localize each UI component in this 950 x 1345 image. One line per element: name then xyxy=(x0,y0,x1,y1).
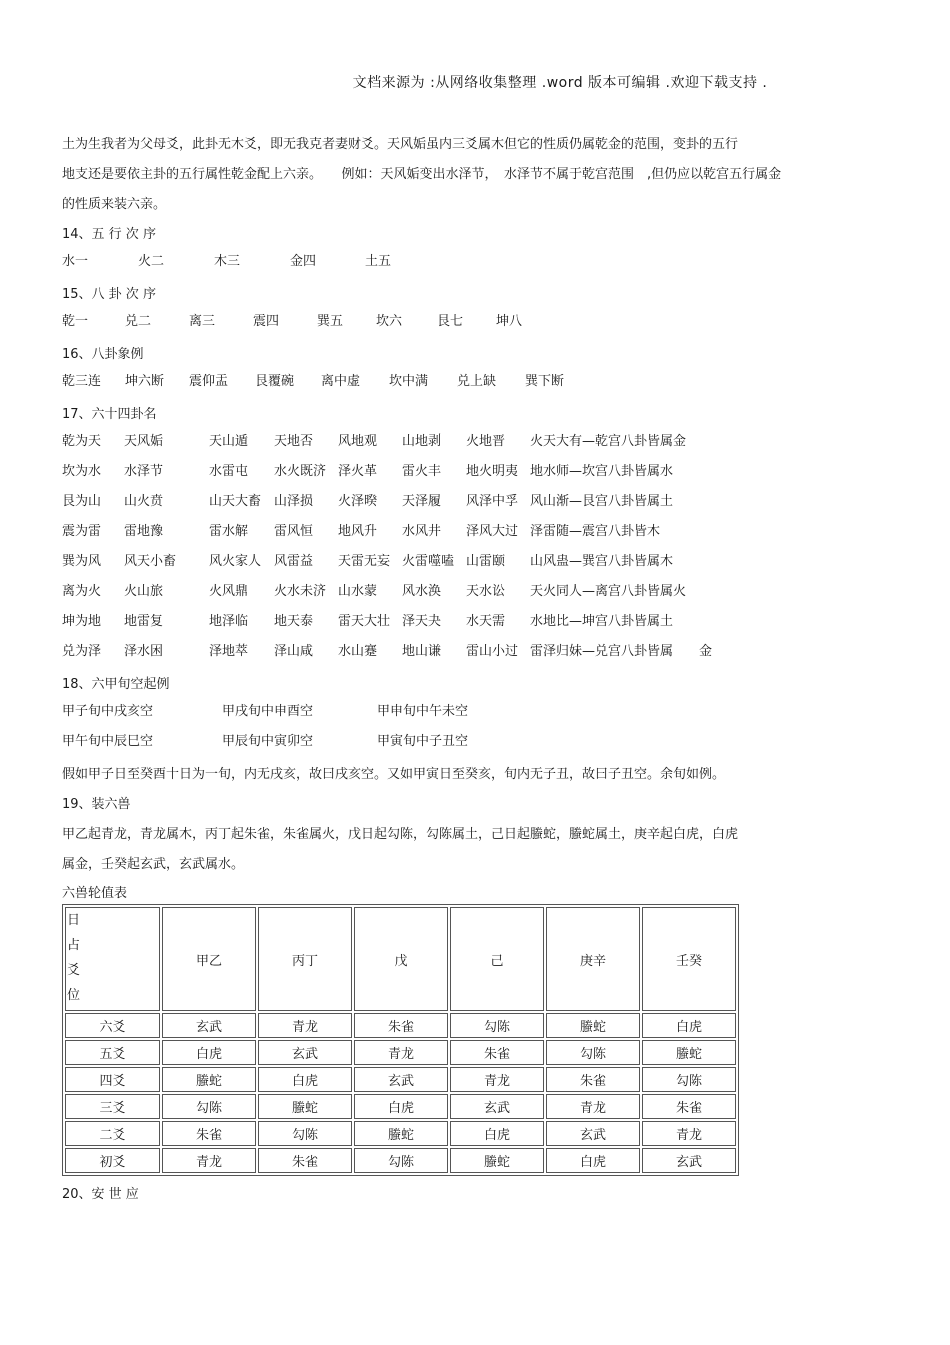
gua-row xyxy=(62,460,892,490)
gua-name: 山火贲 xyxy=(124,494,164,509)
row-label: 二爻 xyxy=(65,1121,160,1146)
row-label: 五爻 xyxy=(65,1040,160,1065)
gua-name: 雷风恒 xyxy=(274,524,314,539)
table-cell: 青龙 xyxy=(546,1094,640,1119)
table-cell: 玄武 xyxy=(162,1013,256,1038)
table-row xyxy=(65,1040,736,1065)
gua-name: 地山谦 xyxy=(402,644,442,659)
corner-char: 位 xyxy=(67,988,81,1003)
document-body xyxy=(62,130,892,908)
table-title: 六兽轮值表 xyxy=(62,886,128,901)
column-header: 庚辛 xyxy=(546,907,640,1011)
section-20-title: 20、安 世 应 xyxy=(62,1187,139,1202)
list-item: 甲申旬中午未空 xyxy=(377,704,469,719)
section-16-title: 16、八卦象例 xyxy=(62,347,144,362)
gua-name: 震为雷 xyxy=(62,524,102,539)
list-item: 水一 xyxy=(62,254,89,269)
table-cell: 白虎 xyxy=(162,1040,256,1065)
gua-name: 雷泽归妹—兑宫八卦皆属 金 xyxy=(530,644,713,659)
gua-name: 风泽中孚 xyxy=(466,494,519,509)
gua-row xyxy=(62,550,892,580)
list-item: 乾三连 xyxy=(62,374,102,389)
column-header: 甲乙 xyxy=(162,907,256,1011)
gua-name: 火雷噬嗑 xyxy=(402,554,455,569)
list-item: 火二 xyxy=(138,254,165,269)
table-cell: 白虎 xyxy=(546,1148,640,1173)
section-19-title: 19、装六兽 xyxy=(62,797,131,812)
table-cell: 青龙 xyxy=(162,1148,256,1173)
table-cell: 朱雀 xyxy=(642,1094,736,1119)
table-cell: 螣蛇 xyxy=(354,1121,448,1146)
table-row xyxy=(65,1094,736,1119)
table-cell: 朱雀 xyxy=(162,1121,256,1146)
gua-name: 地雷复 xyxy=(124,614,164,629)
gua-name: 天地否 xyxy=(274,434,314,449)
list-item: 坤八 xyxy=(496,314,523,329)
section-14-title: 14、五 行 次 序 xyxy=(62,227,156,242)
list-item: 兑上缺 xyxy=(457,374,497,389)
list-item: 离三 xyxy=(189,314,216,329)
list-item: 甲子旬中戌亥空 xyxy=(62,704,154,719)
list-item: 兑二 xyxy=(125,314,152,329)
gua-name: 泽水困 xyxy=(124,644,164,659)
table-cell: 玄武 xyxy=(546,1121,640,1146)
gua-name: 坎为水 xyxy=(62,464,102,479)
gua-name: 天风姤 xyxy=(124,434,164,449)
gua-name: 艮为山 xyxy=(62,494,102,509)
gua-name: 天水讼 xyxy=(466,584,506,599)
table-cell: 勾陈 xyxy=(162,1094,256,1119)
table-corner-cell xyxy=(65,907,160,1011)
table-cell: 螣蛇 xyxy=(546,1013,640,1038)
table-cell: 螣蛇 xyxy=(258,1094,352,1119)
gua-name: 泽火革 xyxy=(338,464,378,479)
document-header: 文档来源为 :从网络收集整理 .word 版本可编辑 .欢迎下载支持 . xyxy=(352,75,768,91)
table-cell: 玄武 xyxy=(354,1067,448,1092)
list-item: 甲寅旬中子丑空 xyxy=(377,734,469,749)
list-item: 甲午旬中辰巳空 xyxy=(62,734,154,749)
list-item: 坎中满 xyxy=(389,374,429,389)
gua-name: 泽风大过 xyxy=(466,524,519,539)
table-cell: 勾陈 xyxy=(546,1040,640,1065)
gua-row xyxy=(62,430,892,460)
table-cell: 青龙 xyxy=(642,1121,736,1146)
gua-name: 地泽临 xyxy=(209,614,249,629)
xunkong-row xyxy=(62,730,892,760)
gua-name: 天山遁 xyxy=(209,434,249,449)
table-row xyxy=(65,1121,736,1146)
table-cell: 勾陈 xyxy=(450,1013,544,1038)
table-cell: 螣蛇 xyxy=(642,1040,736,1065)
gua-name: 火水未济 xyxy=(274,584,327,599)
section-14-items xyxy=(62,250,892,280)
table-cell: 朱雀 xyxy=(258,1148,352,1173)
table-cell: 朱雀 xyxy=(450,1040,544,1065)
gua-name: 雷天大壮 xyxy=(338,614,391,629)
gua-name: 火泽暌 xyxy=(338,494,378,509)
gua-name: 火山旅 xyxy=(124,584,164,599)
table-cell: 青龙 xyxy=(354,1040,448,1065)
table-cell: 勾陈 xyxy=(354,1148,448,1173)
list-item: 艮覆碗 xyxy=(255,374,295,389)
gua-name: 火地晋 xyxy=(466,434,506,449)
table-row xyxy=(65,1013,736,1038)
gua-name: 地天泰 xyxy=(274,614,314,629)
gua-name: 风水涣 xyxy=(402,584,442,599)
list-item: 木三 xyxy=(214,254,241,269)
table-row xyxy=(65,1067,736,1092)
table-cell: 白虎 xyxy=(450,1121,544,1146)
list-item: 坤六断 xyxy=(125,374,165,389)
gua-name: 天雷无妄 xyxy=(338,554,391,569)
list-item: 巽五 xyxy=(317,314,344,329)
table-cell: 玄武 xyxy=(258,1040,352,1065)
gua-name: 雷山小过 xyxy=(466,644,519,659)
table-cell: 玄武 xyxy=(642,1148,736,1173)
table-header-row xyxy=(65,907,736,1011)
list-item: 金四 xyxy=(290,254,317,269)
list-item: 震仰盂 xyxy=(189,374,229,389)
gua-name: 乾为天 xyxy=(62,434,102,449)
gua-name: 水风井 xyxy=(402,524,442,539)
row-label: 三爻 xyxy=(65,1094,160,1119)
gua-name: 山地剥 xyxy=(402,434,442,449)
gua-name: 火天大有—乾宫八卦皆属金 xyxy=(530,434,687,449)
list-item: 艮七 xyxy=(437,314,464,329)
gua-name: 山天大畜 xyxy=(209,494,262,509)
list-item: 乾一 xyxy=(62,314,89,329)
gua-name-list xyxy=(62,430,892,670)
gua-name: 风地观 xyxy=(338,434,378,449)
gua-row xyxy=(62,640,892,670)
row-label: 六爻 xyxy=(65,1013,160,1038)
intro-line: 的性质来装六亲。 xyxy=(62,197,167,212)
xunkong-row xyxy=(62,700,892,730)
table-cell: 青龙 xyxy=(450,1067,544,1092)
column-header: 戊 xyxy=(354,907,448,1011)
table-cell: 白虎 xyxy=(354,1094,448,1119)
list-item: 坎六 xyxy=(376,314,403,329)
list-item: 土五 xyxy=(365,254,392,269)
intro-line: 土为生我者为父母爻，此卦无木爻，即无我克者妻财爻。天风姤虽内三爻属木但它的性质仍属乾金的范围，变卦的五行 xyxy=(62,137,739,152)
gua-row xyxy=(62,610,892,640)
table-cell: 螣蛇 xyxy=(450,1148,544,1173)
gua-name: 水雷屯 xyxy=(209,464,249,479)
gua-name: 山泽损 xyxy=(274,494,314,509)
table-cell: 螣蛇 xyxy=(162,1067,256,1092)
gua-name: 天火同人—离宫八卦皆属火 xyxy=(530,584,687,599)
gua-name: 风天小畜 xyxy=(124,554,177,569)
gua-name: 泽天夬 xyxy=(402,614,442,629)
table-cell: 白虎 xyxy=(258,1067,352,1092)
table-cell: 朱雀 xyxy=(546,1067,640,1092)
gua-name: 巽为风 xyxy=(62,554,102,569)
gua-name: 地风升 xyxy=(338,524,378,539)
corner-char: 爻 xyxy=(67,963,81,978)
column-header: 壬癸 xyxy=(642,907,736,1011)
gua-name: 雷水解 xyxy=(209,524,249,539)
corner-char: 占 xyxy=(67,938,81,953)
table-row xyxy=(65,1148,736,1173)
paragraph-line: 属金，壬癸起玄武，玄武属水。 xyxy=(62,857,245,872)
table-cell: 白虎 xyxy=(642,1013,736,1038)
gua-name: 离为火 xyxy=(62,584,102,599)
section-15-title: 15、八 卦 次 序 xyxy=(62,287,156,302)
table-cell: 青龙 xyxy=(258,1013,352,1038)
gua-name: 水火既济 xyxy=(274,464,327,479)
gua-name: 雷火丰 xyxy=(402,464,442,479)
gua-name: 山水蒙 xyxy=(338,584,378,599)
list-item: 震四 xyxy=(253,314,280,329)
gua-name: 泽地萃 xyxy=(209,644,249,659)
gua-name: 兑为泽 xyxy=(62,644,102,659)
gua-row xyxy=(62,580,892,610)
gua-name: 山雷颐 xyxy=(466,554,506,569)
gua-name: 水泽节 xyxy=(124,464,164,479)
gua-name: 水地比—坤宫八卦皆属土 xyxy=(530,614,674,629)
gua-name: 雷地豫 xyxy=(124,524,164,539)
list-item: 甲戌旬中申酉空 xyxy=(222,704,314,719)
gua-name: 泽山咸 xyxy=(274,644,314,659)
xunkong-note: 假如甲子日至癸酉十日为一旬，内无戌亥，故曰戌亥空。又如甲寅日至癸亥，旬内无子丑，故曰子丑空。余旬如例。 xyxy=(62,767,726,782)
gua-name: 泽雷随—震宫八卦皆木 xyxy=(530,524,661,539)
section-16-items xyxy=(62,370,892,400)
gua-name: 坤为地 xyxy=(62,614,102,629)
intro-line: 地支还是要依主卦的五行属性乾金配上六亲。 例如：天风姤变出水泽节， 水泽节不属于乾宫范围 ,但仍应以乾宫五行属金 xyxy=(62,167,782,182)
row-label: 四爻 xyxy=(65,1067,160,1092)
table-cell: 朱雀 xyxy=(354,1013,448,1038)
gua-name: 风雷益 xyxy=(274,554,314,569)
table-cell: 勾陈 xyxy=(258,1121,352,1146)
section-18-title: 18、六甲旬空起例 xyxy=(62,677,170,692)
row-label: 初爻 xyxy=(65,1148,160,1173)
section-17-title: 17、六十四卦名 xyxy=(62,407,157,422)
gua-name: 地火明夷 xyxy=(466,464,519,479)
gua-name: 地水师—坎宫八卦皆属水 xyxy=(530,464,674,479)
gua-name: 风火家人 xyxy=(209,554,262,569)
gua-name: 水山蹇 xyxy=(338,644,378,659)
gua-name: 天泽履 xyxy=(402,494,442,509)
list-item: 离中虚 xyxy=(321,374,361,389)
gua-name: 水天需 xyxy=(466,614,506,629)
gua-row xyxy=(62,490,892,520)
gua-row xyxy=(62,520,892,550)
section-15-items xyxy=(62,310,892,340)
six-beasts-table xyxy=(62,904,739,1176)
corner-char: 日 xyxy=(67,913,81,928)
gua-name: 山风蛊—巽宫八卦皆属木 xyxy=(530,554,674,569)
list-item: 甲辰旬中寅卯空 xyxy=(222,734,314,749)
table-cell: 玄武 xyxy=(450,1094,544,1119)
table-cell: 勾陈 xyxy=(642,1067,736,1092)
gua-name: 风山渐—艮宫八卦皆属土 xyxy=(530,494,674,509)
column-header: 己 xyxy=(450,907,544,1011)
gua-name: 火风鼎 xyxy=(209,584,249,599)
paragraph-line: 甲乙起青龙，青龙属木，丙丁起朱雀，朱雀属火，戊日起勾陈，勾陈属土，己日起螣蛇，螣蛇属土，庚辛起白虎，白虎 xyxy=(62,827,739,842)
list-item: 巽下断 xyxy=(525,374,565,389)
column-header: 丙丁 xyxy=(258,907,352,1011)
